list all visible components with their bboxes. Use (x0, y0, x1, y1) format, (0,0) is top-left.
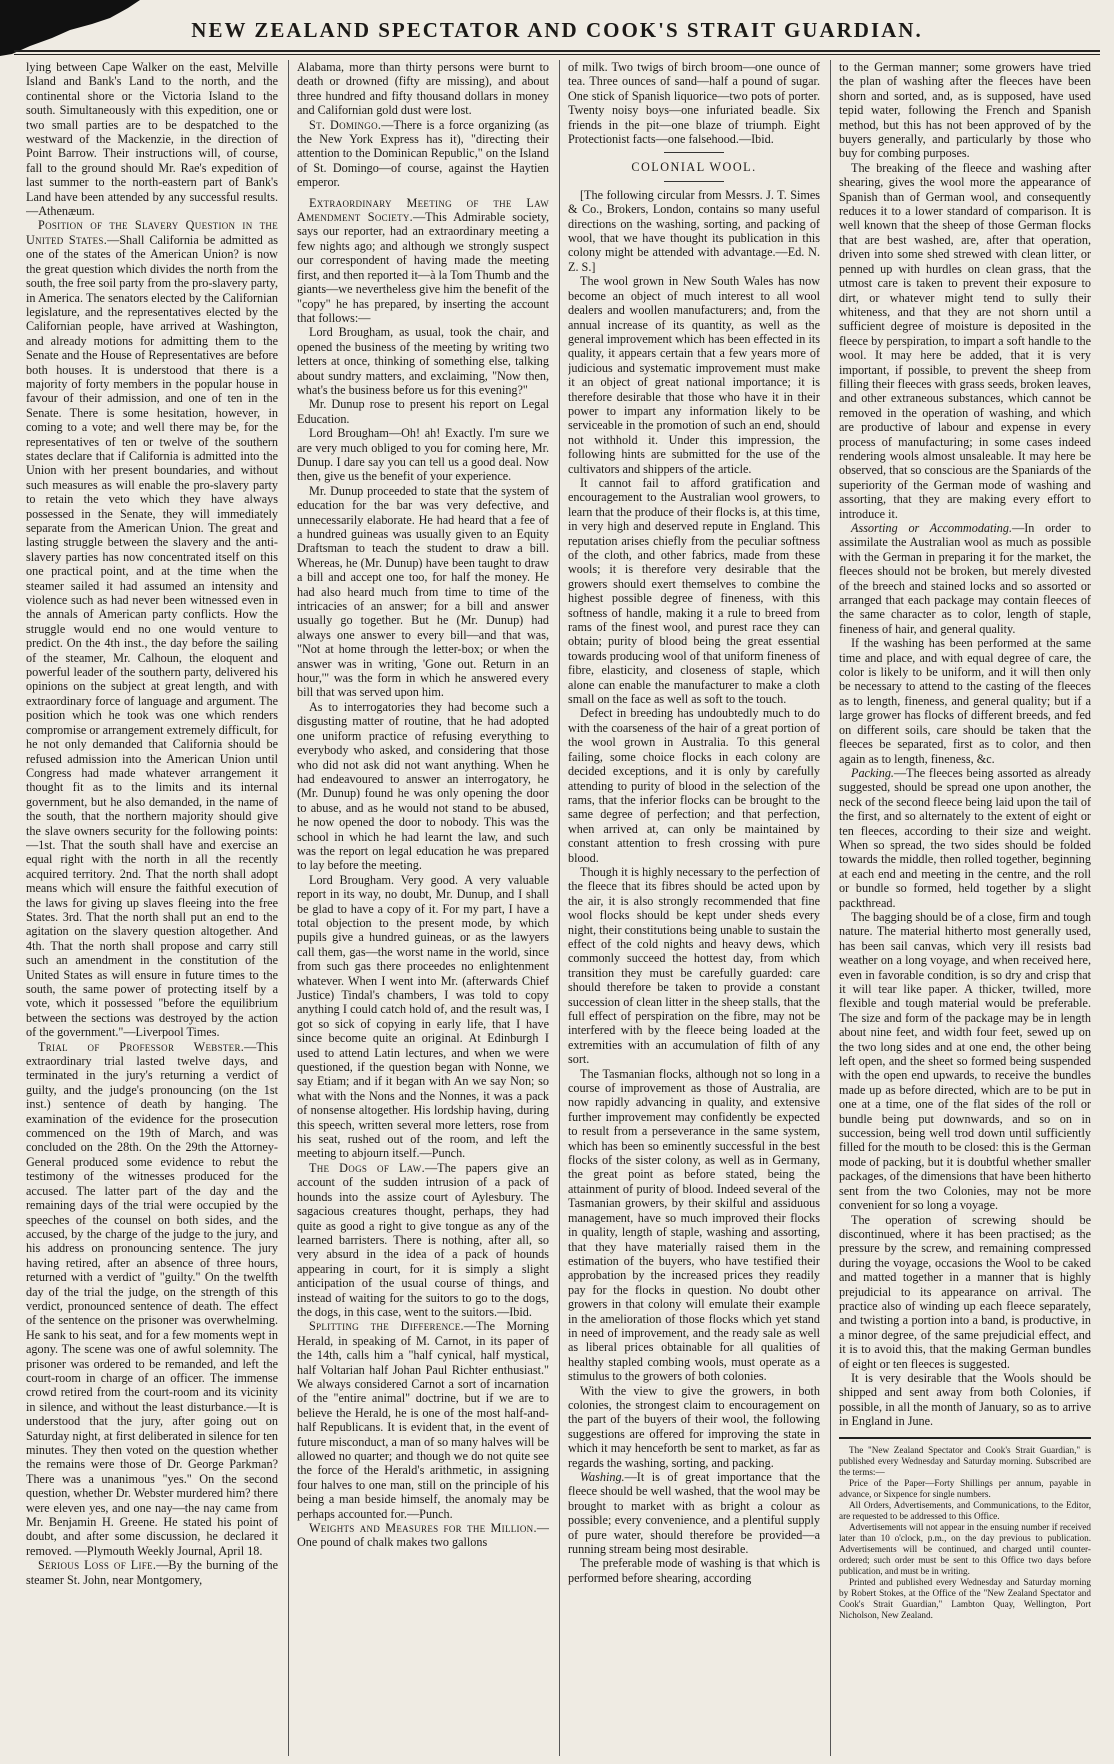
article-paragraph: The breaking of the fleece and washing after shearing, gives the wool more the appearance of Spanish than of German wool, and consequently reduces it to a lower standard of comparison. It is well known that the sheep of those German flocks that are best washed, are, after that operation, driven into some shed strewed with clean litter, or penned up with hurdles on clean grass, that the utmost care is taken to prevent their exposure to dirt, or whatever might tend to sully their whiteness, and that they are not shorn until a sufficient degree of moisture is deposited in the fleece by perspiration, to impart a soft handle to the wool. It may here be added, that it is very important, if possible, to prevent the sheep from filling their fleeces with grass seeds, broken leaves, and other extraneous substances, which cannot be removed in the operation of washing, and which are productive of labour and expense in every process of manufacturing; in some cases indeed rendering wools almost unsaleable. It may here be observed, that so conscious are the Spaniards of the superiority of the German mode of washing and assorting, that they are making every effort to introduce it. (839, 160, 1091, 521)
article-paragraph (297, 1161, 549, 1319)
article-text: —By the burning of the steamer St. John, near Montgomery, (26, 1558, 278, 1587)
article-heading: Washing. (580, 1470, 625, 1484)
article-text: —There is a force organizing (as the New York Express has it), "directing their attention to the Dominican Republic," on the Island of St. Domingo—of course, against the Haytien emperor. (297, 117, 549, 190)
article-paragraph: to the German manner; some growers have tried the plan of washing after the fleeces have been shorn and sorted, and, as is supposed, have used tepid water, following the French and Spanish method, but this has not been approved of by the buyers generally, and particularly by those who buy for combing purposes. (839, 60, 1091, 161)
article-heading: Extraordinary Meeting of the Law Amendment Society. (297, 195, 549, 225)
header-rule (14, 50, 1100, 52)
article-heading: Trial of Professor Webster. (38, 1039, 245, 1054)
columns (26, 60, 1092, 1756)
article-paragraph (297, 196, 549, 326)
masthead-title: NEW ZEALAND SPECTATOR AND COOK'S STRAIT GUARDIAN. (191, 18, 923, 42)
article-paragraph: The operation of screwing should be discontinued, where it has been practised; as the pressure by the screw, and remaining compressed during the voyage, occasions the Wool to be caked and matted together in a manner that is highly prejudicial to its appearance on arrival. The practice also of winding up each fleece separately, and twisting a portion into a band, is productive, in a minor degree, of the same prejudicial effect, and it is to avoid this, that the making German bundles of eight or ten fleeces is suggested. (839, 1212, 1091, 1371)
article-paragraph: If the washing has been performed at the same time and place, and with equal degree of care, the color is likely to be uniform, and it will then only be necessary to attend to the casting of the fleeces as to length, fineness, and general quality; but if a large grower has flocks of different breeds, and fed on different soils, care should be taken that the fleeces be separated, first as to color, and then again as to length, fineness, &c. (839, 636, 1091, 766)
article-heading: Packing. (851, 765, 894, 780)
article-paragraph: It is very desirable that the Wools should be shipped and sent away from both Colonies, if possible, in all the month of January, so as to arrive in England in June. (839, 1370, 1091, 1429)
editor-note: [The following circular from Messrs. J. T. Simes & Co., Brokers, London, contains so many useful directions on the washing, sorting, and packing of wool, that we have thought its publication in this colony might be attended with advantage.—Ed. N. Z. S.] (568, 187, 820, 274)
article-text: —The papers give an account of the sudden intrusion of a pack of hounds into the assize court of Aylesbury. The sagacious creatures thought, perhaps, they had quite as good a right to give tongue as any of the learned barristers. There is nothing, after all, so very absurd in the idea of a pack of hounds appearing in court, for it is simply a slight anticipation of the usual course of things, and instead of waiting for the suitors to go to the dogs, the dogs, in this case, went to the suitors.—Ibid. (297, 1160, 549, 1319)
article-paragraph: It cannot fail to afford gratification and encouragement to the Australian wool growers, to learn that the produce of their flocks is, at this time, in very high and deserved repute in England. This reputation arises chiefly from the peculiar softness of the cloth, and other fabrics, made from these wools; it is therefore very desirable that the growers should exert themselves to combine the highest possible degree of fineness, with this softness of handle, making it a rule to breed from rams of the finest wool, and purest race they can obtain; purity of blood being the great essential towards producing wool of that uniform fineness of fibre, elasticity, and closeness of staple, which alone can enable the manufacturer to make a cloth small on the face as well as soft to the touch. (568, 475, 820, 707)
imprint-line: Printed and published every Wednesday and Saturday morning by Robert Stokes, at the Office of the "New Zealand Spectator and Cook's Strait Guardian," Lambton Quay, Wellington, Port Nicholson, New Zealand. (839, 1576, 1091, 1620)
article-heading: Assorting or Accommodating. (851, 521, 1013, 535)
article-paragraph (297, 1521, 549, 1550)
column-3 (568, 60, 820, 1756)
column-1 (26, 60, 278, 1756)
column-divider (830, 60, 831, 1756)
article-text: —It is of great importance that the fleece should be well washed, that the wool may be brought to market with as bright a colour as possible; every convenience, and a plentiful supply of pure water, should therefore be provided—a running stream being most desirable. (568, 1470, 820, 1557)
article-text: —Shall California be admitted as one of the states of the American Union? is now the great question which divides the north from the south, the free soil party from the pro-slavery party, in America. The senators elected by the Californian legislature, and the representatives elected by the Californian people, have arrived at Washington, and already motions for admitting them to the Senate and the House of Representatives are before both houses. It is understood that there is a majority of forty members in the popular house in favour of their admission, and one of ten in the Senate. There is some hesitation, however, in coming to a vote; and well there may be, for the representatives of ten or twelve of the southern states declare that if California is admitted into the Union with her present boundaries, and without such measures as will enable the pro-slavery party to retain the veto which they have always possessed in the Senate, they will immediately separate from the American Union. The great and lasting struggle between the slavery and the anti-slavery parties has now concentrated itself on this one practical point, and at the time when the steamer sailed it had assumed an intensity and violence such as had never been witnessed even in the annals of American party conflicts. How the struggle would end no one would venture to predict. On the 4th inst., the day before the sailing of the steamer, Mr. Calhoun, the eloquent and powerful leader of the southern party, delivered his opinions on the subject at great length, and with extraordinary force of language and argument. The position which he took was one which renders compromise or arrangement extremely difficult, for he not only demanded that California should be refused admission into the American Union until Congress had made whatever arrangement it thought fit as to the limits and its internal government, but he also demanded, in the name of the south, that the northern majority should give the slave owners security for the following points:—1st. That the south shall have and exercise an equal right with the north in all the recently acquired territory. 2nd. That the north shall adopt means which will ensure the faithful execution of the laws for giving up slaves fleeing into the free States. 3rd. That the north shall put an end to the agitation on the slavery question altogether. And 4th. That the north shall propose and carry still such an amendment in the constitution of the United States as will ensure in future times to the south, the same power of protecting itself by a vote, which it possessed "before the equilibrium between the sections was destroyed by the action of the government."—Liverpool Times. (26, 232, 278, 1040)
article-paragraph: As to interrogatories they had become such a disgusting matter of routine, that he had adopted one uniform practice of refusing everything to everybody who asked, and considering that those who did not ask did not want anything. When he had endeavoured to answer an interrogatory, he (Mr. Dunup) found he was only opening the door to abuse, and as he would not stand to be abused, he now opened the door to nobody. This was the school in which he had learnt the law, and such was the report on legal education he was prepared to lay before the meeting. (297, 699, 549, 873)
article-paragraph (839, 521, 1091, 636)
article-paragraph: Lord Brougham—Oh! ah! Exactly. I'm sure we are very much obliged to you for coming here, Mr. Dunup. I dare say you can tell us a good deal. Now then, give us the benefit of your experience. (297, 426, 549, 484)
article-paragraph: The bagging should be of a close, firm and tough nature. The material hitherto most generally used, has been sail canvas, which very ill resists bad weather on a long voyage, and when received here, even in favorable condition, is so dry and crisp that it will tear like paper. A thicker, twilled, more flexible and tough material would be preferable. The size and form of the package may be in length about nine feet, and width four feet, sewed up on the two long sides and at one end, the other being left open, and the sheet so formed being suspended with the open end upwards, to receive the bundles made up as before directed, which are to be put in one at a time, one of the flat sides of the roll or bundle being put downwards, and so on in succession, being well trod down until sufficiently filled for the mouth to be closed: this is the German mode of packing, but it is doubtful whether smaller packages, of the dimensions that have been hitherto sent from the two Colonies, may not be more convenient for so long a voyage. (839, 909, 1091, 1213)
article-heading: The Dogs of Law. (309, 1160, 425, 1175)
imprint-line: All Orders, Advertisements, and Communications, to the Editor, are requested to be addressed to this Office. (839, 1499, 1091, 1521)
article-paragraph (839, 766, 1091, 910)
column-2 (297, 60, 549, 1756)
article-paragraph: Mr. Dunup rose to present his report on Legal Education. (297, 397, 549, 426)
article-paragraph (26, 1558, 278, 1587)
article-paragraph: Alabama, more than thirty persons were burnt to death or drowned (fifty are missing), and about three hundred and fifty thousand dollars in money and Californian gold dust were lost. (297, 60, 549, 118)
article-paragraph (26, 218, 278, 1039)
article-text: —This extraordinary trial lasted twelve days, and terminated in the jury's returning a verdict of guilty, and the judge's pronouncing (on the 1st inst.) sentence of death by hanging. The examination of the evidence for the prosecution commenced on the 19th of March, and was concluded on the 28th. On the 29th the Attorney-General produced some evidence to rebut the testimony of the witnesses produced for the accused. The latter part of the day and the remaining days of the trial were occupied by the speeches of the counsel on both sides, and the accused, by the charge of the judge to the jury, and his address on pronouncing sentence. The jury having retired, after an absence of three hours, returned with a verdict of "guilty." On the twelfth day of the trial the judge, on the strength of this verdict, pronounced sentence of death. The effect of the sentence on the prisoner was overwhelming. He sank to his seat, and for a few moments wept in agony. The scene was one of awful solemnity. The prisoner was ordered to be remanded, and left the court-room in charge of an officer. The immense crowd retired from the court-room and its vicinity in silence, and without the least disturbance.—It is understood that the jury, after going out on Saturday night, at first deliberated in silence for ten minutes. They then voted on the question whether the remains were those of Dr. George Parkman? There was a unanimous "yes." On the second question, whether Dr. Webster murdered him? there were eleven yes, and one nay—the nay came from Mr. Benjamin H. Greene. He stated his point of doubt, and after some discussion, he declared it removed. —Plymouth Weekly Journal, April 18. (26, 1039, 278, 1558)
article-heading: St. Domingo. (309, 117, 382, 132)
article-heading: Splitting the Difference. (309, 1319, 464, 1334)
article-heading: Weights and Measures for the Million. (309, 1521, 537, 1536)
article-paragraph: lying between Cape Walker on the east, Melville Island and Bank's Land to the north, and the continental shore or the Victoria Island to the south. Simultaneously with this expedition, one or two small parties are to be despatched to the westward of the Mackenzie, in the direction of Point Barrow. Their instructions will, of course, fall to the ground should Mr. Rae's expedition of last summer to the north-eastern part of Bank's Land have been attended by any successful results. —Athenæum. (26, 60, 278, 219)
section-rule (664, 152, 724, 153)
article-paragraph: of milk. Two twigs of birch broom—one ounce of tea. Three ounces of sand—half a pound of sugar. One stick of Spanish liquorice—two pots of porter. Twenty noisy boys—one infuriated beadle. Six friends in the pit—one blaze of triumph. Eight Protectionist facts—one falsehood.—Ibid. (568, 60, 820, 147)
column-4 (839, 60, 1091, 1756)
header-rule-thin (14, 54, 1100, 55)
article-paragraph: The preferable mode of washing is that which is performed before shearing, according (568, 1556, 820, 1585)
article-paragraph: Lord Brougham, as usual, took the chair, and opened the business of the meeting by writing two letters at once, thinking of something else, talking about sundry matters, and exclaiming, "Now then, what's the business before us for this evening?" (297, 325, 549, 397)
article-paragraph: Defect in breeding has undoubtedly much to do with the coarseness of the hair of a great portion of the wool grown in Australia. To this general failing, some choice flocks in each colony are decided exceptions, and it is only by carefully attending to purity of blood in the selection of the rams, that the inferior flocks can be brought to the same degree of perfection; and that perfection, when arrived at, can only be maintained by constant attention to fresh crossing with pure blood. (568, 706, 820, 865)
article-heading: Position of the Slavery Question in the United States. (26, 218, 278, 247)
article-paragraph (297, 118, 549, 190)
article-paragraph: With the view to give the growers, in both colonies, the strongest claim to encouragement on the part of the buyers of their wool, the following suggestions are offered for improving the state in which it may henceforth be sent to market, as far as regards the washing, sorting, and packing. (568, 1383, 820, 1470)
column-divider (559, 60, 560, 1756)
article-text: —The fleeces being assorted as already suggested, should be spread one upon another, the neck of the second fleece being laid upon the tail of the first, and so alternately to the extent of eight or ten fleeces, according to their size and weight. When so spread, the two sides should be folded towards the middle, then rolled together, beginning at each end and meeting in the centre, and the roll or bundle so formed, held together by a slight packthread. (839, 765, 1091, 910)
column-divider (288, 60, 289, 1756)
article-paragraph: Though it is highly necessary to the perfection of the fleece that its fibres should be acted upon by the air, it is also strongly recommended that fine wool flocks should be kept under sheds every night, their constitutions being unable to sustain the effect of the cold nights and heavy dews, which commonly succeed the hottest day, from which transition they must be carefully guarded: care should therefore be taken to provide a constant succession of clean litter in the sheep stalls, that the full effect of perspiration on the fibre, may not be interfered with by the fleece being loaded at the extremities with an accumulation of filth of any sort. (568, 864, 820, 1067)
article-paragraph: The wool grown in New South Wales has now become an object of much interest to all wool dealers and woollen manufacturers; and, from the annual increase of its quantity, as well as the general improvement which has been effected in its quality, it appears certain that a few years more of judicious and systematic improvement must make it an object of great national importance; it is therefore desirable that those who have it in their power to impart any information likely to be serviceable in the promotion of such an end, should not withhold it. Under this impression, the following hints are submitted for the use of the cultivators and shippers of the article. (568, 274, 820, 476)
article-text: —In order to assimilate the Australian wool as much as possible with the German in preparing it for the market, the fleeces should not be broken, but merely divested of the breech and stained locks and so assorted or arranged that each package may contain fleeces of the same character as to color, length of staple, fineness of hair, and general quality. (839, 521, 1091, 636)
article-text: —This Admirable society, says our reporter, had an extraordinary meeting a few nights ago; and although we strongly suspect our correspondent of having made the meeting first, and then reported it—à la Tom Thumb and the giants—we nevertheless give him the benefit of the "copy" he has prepared, by inserting the account that follows:— (297, 210, 549, 325)
article-paragraph (568, 1470, 820, 1556)
article-text: —The Morning Herald, in speaking of M. Carnot, in its paper of the 14th, calls him a "half cynical, half mystical, half Voltarian half Johan Paul Richter enthusiast." We always considered Carnot a sort of incarnation of the "entire animal" doctrine, but if we are to believe the Herald, he is one of the most half-and-half Republicans. It is evident that, in the event of future misconduct, a man of so many halves will be allowed no quarter; and though we do not quite see the force of the Herald's arithmetic, in assigning four halves to one man, still on the principle of his being a man beside himself, the anomaly may be perhaps accounted for.—Punch. (297, 1319, 549, 1521)
imprint-rule (839, 1437, 1091, 1439)
imprint (839, 1445, 1091, 1621)
article-paragraph: Lord Brougham. Very good. A very valuable report in its way, no doubt, Mr. Dunup, and I shall be glad to have a copy of it. For my part, I have a total objection to the present mode, by which pupils give a hundred guineas, or as the lawyers call them, gas—the worst name in the world, since from such gas there proceedes no enlightenment whatever. When I went into Mr. (afterwards Chief Justice) Tindal's chambers, I was told to copy anything I could catch hold of, and the result was, I got so sick of copying in early life, that I have since become quite an original. At Edinburgh I used to attend Latin lectures, and when we were questioned, if the question began with Nonne, we say Etiam; and if it began with An we say Non; so what with the Nons and the Nonnes, it was a pack of nonsense altogether. His lordship having, during this speech, written several more letters, rose from his seat, rushed out of the room, and left the meeting to abjourn itself.—Punch. (297, 872, 549, 1161)
article-text: —One pound of chalk makes two gallons (297, 1521, 549, 1550)
imprint-line: Price of the Paper—Forty Shillings per annum, payable in advance, or Sixpence for single numbers. (839, 1477, 1091, 1499)
article-paragraph (297, 1319, 549, 1521)
imprint-line: The "New Zealand Spectator and Cook's Strait Guardian," is published every Wednesday and Saturday morning. Subscribed are the terms:— (839, 1444, 1091, 1477)
article-paragraph (26, 1040, 278, 1559)
article-heading: Serious Loss of Life. (38, 1558, 157, 1573)
article-paragraph: The Tasmanian flocks, although not so long in a course of improvement as those of Australia, are now rapidly advancing in quality, and extensive further improvement may confidently be expected to result from a perseverance in the same system, which has been so eminently successful in the best flocks of the sister colony, as well as in Germany, the great point as before stated, being the attainment of purity of blood. Indeed several of the Tasmanian growers, by their skilful and assiduous management, have so much improved their flocks in quality, length of staple, washing and assorting, that they have materially raised them in the estimation of the buyers, who have testified their approbation by the increased prices they readily pay for the flocks in question. No doubt other growers in that colony will emulate their example in the amelioration of those flocks which yet stand in need of improvement, and the ready sale as well as liberal prices obtainable for all qualities of healthy stapled combing wools, must operate as a stimulus to the growers of both colonies. (568, 1066, 820, 1384)
article-paragraph: Mr. Dunup proceeded to state that the system of education for the bar was very defective, and unnecessarily elaborate. He had heard that a fee of a hundred guineas was usually given to an Equity Draftsman to teach the student to draw a bill. Whereas, he (Mr. Dunup) have been taught to draw a bill and accept one too, for half the money. He had also heard much from time to time of the intricacies of an answer; for a bill and answer usually go together. But he (Mr. Dunup) had always one answer to every bill—and that was, "Not at home through the letter-box; or when the answer was in writing, 'Gone out. Return in an hour,'" was the form in which he answered every bill that was served upon him. (297, 483, 549, 700)
imprint-line: Advertisements will not appear in the ensuing number if received later than 10 o'clock, p.m., on the day previous to publication. Advertisements will be continued, and charged until counter-ordered; such order must be sent to this Office two days before publication, and must be in writing. (839, 1521, 1091, 1576)
section-title: COLONIAL WOOL. (631, 160, 757, 175)
section-rule (664, 181, 724, 182)
